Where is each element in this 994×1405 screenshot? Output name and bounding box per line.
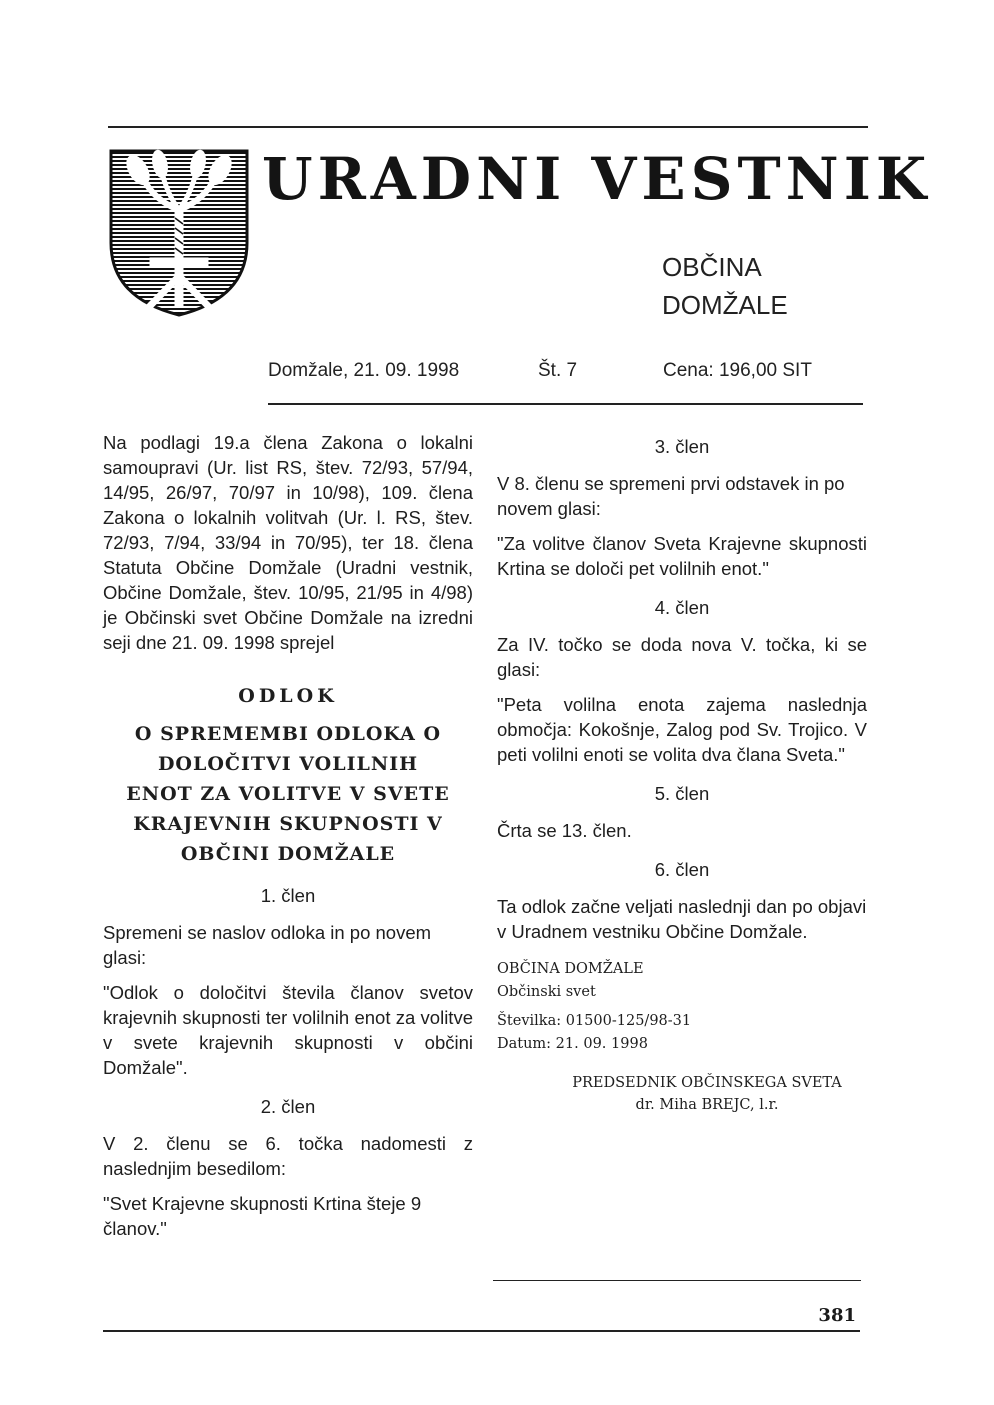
article-3-heading: 3. člen [654,436,710,457]
article-4-quote: "Peta volilna enota zajema naslednja območja: Kokošnje, Zalog pod Sv. Trojico. V peti volilni enoti se volita dva člana Sveta." [497,694,867,765]
article-5-text: Črta se 13. člen. [497,820,632,841]
article-2-heading: 2. člen [260,1096,316,1117]
left-column [103,430,473,1251]
article-3-quote: "Za volitve članov Sveta Krajevne skupnosti Krtina se določi pet volilnih enot." [497,533,867,579]
municipality-line-1: OBČINA [662,252,762,282]
article-1-heading: 1. člen [260,885,316,906]
article-6-heading: 6. člen [654,859,710,880]
issuer-line-2: Občinski svet [497,984,596,1000]
issuer-block [497,958,867,1056]
signatory-title: PREDSEDNIK OBČINSKEGA SVETA [572,1075,842,1091]
odlok-label: ODLOK [238,685,338,707]
right-column [497,432,867,1116]
article-5-heading: 5. člen [654,783,710,804]
issue-place-date: Domžale, 21. 09. 1998 [268,360,460,381]
page-number: 381 [818,1305,856,1326]
preamble: Na podlagi 19.a člena Zakona o lokalni samoupravi (Ur. list RS, štev. 72/93, 57/94, 14/95, 26/97, 70/97 in 10/98), 109. člena Zakona o lokalnih volitvah (Ur. l. RS, štev. 72/93, 7/94, 33/94 in 70/95), ter 18. člena Statuta Občine Domžale (Uradni vestnik, Občine Domžale, štev. 10/95, 21/95 in 4/98) je Občinski svet Občine Domžale na izredni seji dne 21. 09. 1998 sprejel [103,432,473,653]
article-2-quote: "Svet Krajevne skupnosti Krtina šteje 9 članov." [103,1193,422,1239]
top-rule [108,126,868,128]
issue-price: Cena: 196,00 SIT [663,360,812,381]
article-1-quote: "Odlok o določitvi števila članov svetov krajevnih skupnosti ter volilnih enot za volitve v svete krajevnih skupnosti v občini Domžale". [103,982,473,1078]
footer-rule [103,1330,860,1332]
issue-number: Št. 7 [538,360,578,381]
municipality-name [662,248,788,324]
article-4-heading: 4. člen [654,597,710,618]
signature-rule [493,1280,861,1281]
signature-block [497,1072,867,1116]
article-2-text: V 2. členu se 6. točka nadomesti z naslednjim besedilom: [103,1133,473,1179]
issuer-line-1: OBČINA DOMŽALE [497,961,644,977]
reference-number: Številka: 01500-125/98-31 [497,1013,692,1029]
odlok-title: O SPREMEMBI ODLOKA O DOLOČITVI VOLILNIH ENOT ZA VOLITVE V SVETE KRAJEVNIH SKUPNOSTI V OBČINI DOMŽALE [126,723,450,865]
domzale-coat-of-arms-icon [108,148,250,318]
masthead-title: URADNI VESTNIK [262,145,932,213]
article-6-text: Ta odlok začne veljati naslednji dan po objavi v Uradnem vestniku Občine Domžale. [497,896,867,942]
header-rule [268,403,863,405]
reference-date: Datum: 21. 09. 1998 [497,1036,648,1052]
article-1-text: Spremeni se naslov odloka in po novem glasi: [103,922,432,968]
article-4-text: Za IV. točko se doda nova V. točka, ki se glasi: [497,634,867,680]
article-3-text: V 8. členu se spremeni prvi odstavek in po novem glasi: [497,473,845,519]
signatory-name: dr. Miha BREJC, l.r. [635,1097,779,1113]
municipality-line-2: DOMŽALE [662,290,788,320]
